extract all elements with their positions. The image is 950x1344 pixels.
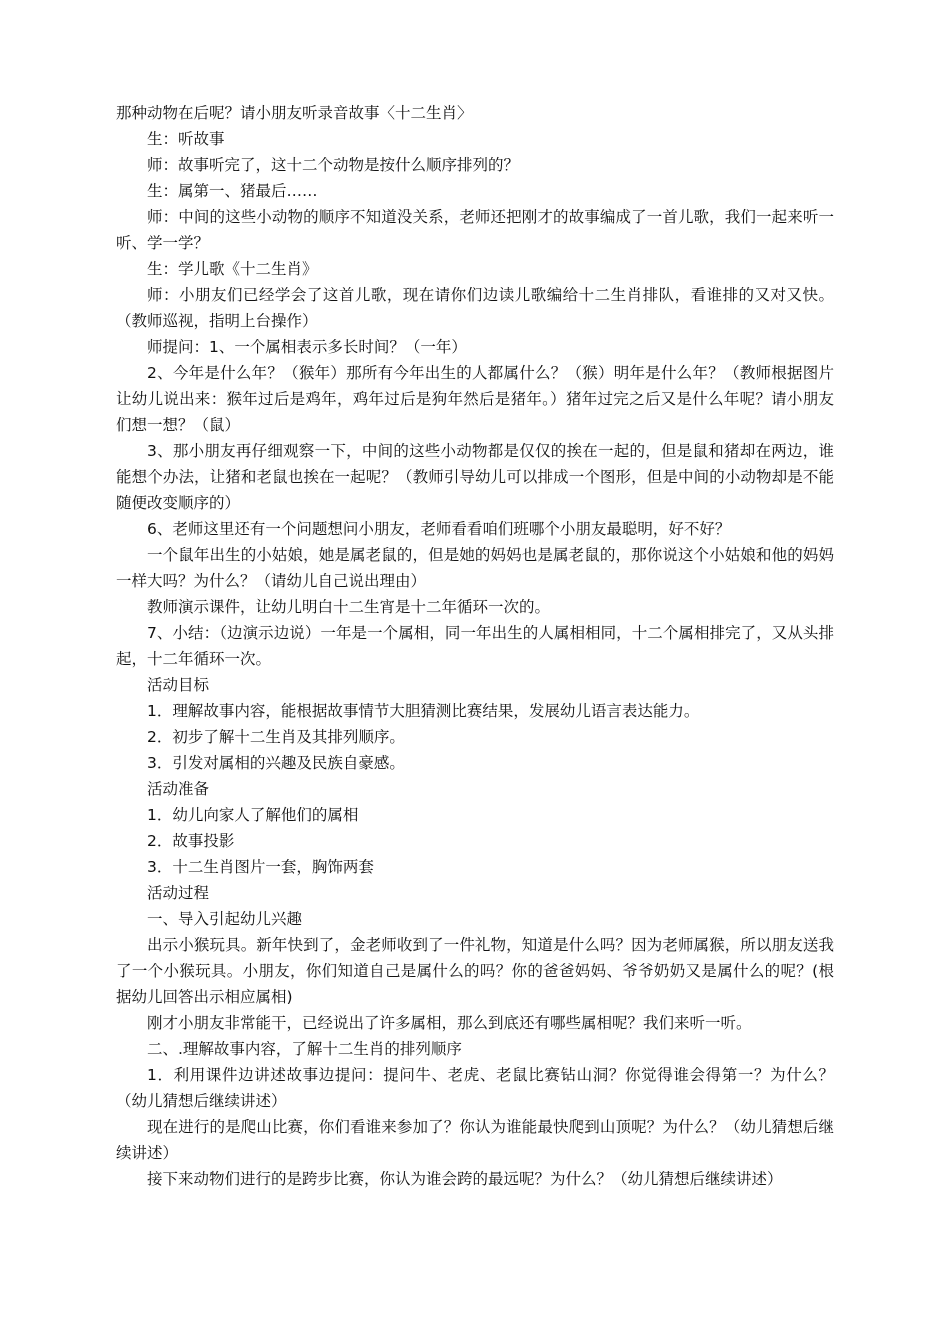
list-item: 1．幼儿向家人了解他们的属相	[147, 806, 359, 824]
paragraph: 现在进行的是爬山比赛，你们看谁来参加了？你认为谁能最快爬到山顶呢？为什么？（幼儿猜想后继续讲述）	[116, 1118, 834, 1162]
paragraph: 师：小朋友们已经学会了这首儿歌，现在请你们边读儿歌编给十二生肖排队，看谁排的又对又快。（教师巡视，指明上台操作）	[116, 286, 834, 330]
list-item: 3．十二生肖图片一套，胸饰两套	[147, 858, 374, 876]
section-heading: 活动准备	[147, 780, 210, 798]
paragraph: 生：属第一、猪最后……	[147, 182, 318, 200]
section-heading: 活动过程	[147, 884, 210, 902]
paragraph: 6、老师这里还有一个问题想问小朋友，老师看看咱们班哪个小朋友最聪明，好不好？	[147, 520, 731, 538]
subsection-heading: 二、.理解故事内容，了解十二生肖的排列顺序	[147, 1040, 462, 1058]
paragraph: 接下来动物们进行的是跨步比赛，你认为谁会跨的最远呢？为什么？（幼儿猜想后继续讲述）	[147, 1170, 783, 1188]
paragraph: 刚才小朋友非常能干，已经说出了许多属相，那么到底还有哪些属相呢？我们来听一听。	[147, 1014, 752, 1032]
document-body	[116, 100, 834, 1192]
paragraph: 1．利用课件边讲述故事边提问：提问牛、老虎、老鼠比赛钻山洞？你觉得谁会得第一？为什么？（幼儿猜想后继续讲述）	[116, 1066, 834, 1110]
paragraph: 生：听故事	[147, 130, 225, 148]
section-heading: 活动目标	[147, 676, 210, 694]
paragraph: 师：故事听完了，这十二个动物是按什么顺序排列的？	[147, 156, 520, 174]
subsection-heading: 一、导入引起幼儿兴趣	[147, 910, 303, 928]
list-item: 2．故事投影	[147, 832, 235, 850]
paragraph: 一个鼠年出生的小姑娘，她是属老鼠的，但是她的妈妈也是属老鼠的，那你说这个小姑娘和他的妈妈一样大吗？为什么？（请幼儿自己说出理由）	[116, 546, 834, 590]
list-item: 2．初步了解十二生肖及其排列顺序。	[147, 728, 405, 746]
list-item: 1．理解故事内容，能根据故事情节大胆猜测比赛结果，发展幼儿语言表达能力。	[147, 702, 700, 720]
paragraph: 教师演示课件，让幼儿明白十二生宵是十二年循环一次的。	[147, 598, 551, 616]
list-item: 3．引发对属相的兴趣及民族自豪感。	[147, 754, 405, 772]
paragraph: 师提问：1、一个属相表示多长时间？（一年）	[147, 338, 467, 356]
paragraph: 那种动物在后呢？请小朋友听录音故事〈十二生肖〉	[116, 104, 473, 122]
paragraph: 师：中间的这些小动物的顺序不知道没关系，老师还把刚才的故事编成了一首儿歌，我们一起来听一听、学一学？	[116, 208, 834, 252]
paragraph: 3、那小朋友再仔细观察一下，中间的这些小动物都是仅仅的挨在一起的，但是鼠和猪却在两边，谁能想个办法，让猪和老鼠也挨在一起呢？（教师引导幼儿可以排成一个图形，但是中间的小动物却是不能随便改变顺序的）	[116, 442, 834, 512]
paragraph: 出示小猴玩具。新年快到了，金老师收到了一件礼物，知道是什么吗？因为老师属猴，所以朋友送我了一个小猴玩具。小朋友，你们知道自己是属什么的吗？你的爸爸妈妈、爷爷奶奶又是属什么的呢？(根据幼儿回答出示相应属相)	[116, 936, 834, 1006]
paragraph: 2、今年是什么年？（猴年）那所有今年出生的人都属什么？（猴）明年是什么年？（教师根据图片让幼儿说出来：猴年过后是鸡年，鸡年过后是狗年然后是猪年。）猪年过完之后又是什么年呢？请小朋友们想一想？（鼠）	[116, 364, 834, 434]
paragraph: 生：学儿歌《十二生肖》	[147, 260, 318, 278]
paragraph: 7、小结：（边演示边说）一年是一个属相，同一年出生的人属相相同，十二个属相排完了，又从头排起，十二年循环一次。	[116, 624, 834, 668]
